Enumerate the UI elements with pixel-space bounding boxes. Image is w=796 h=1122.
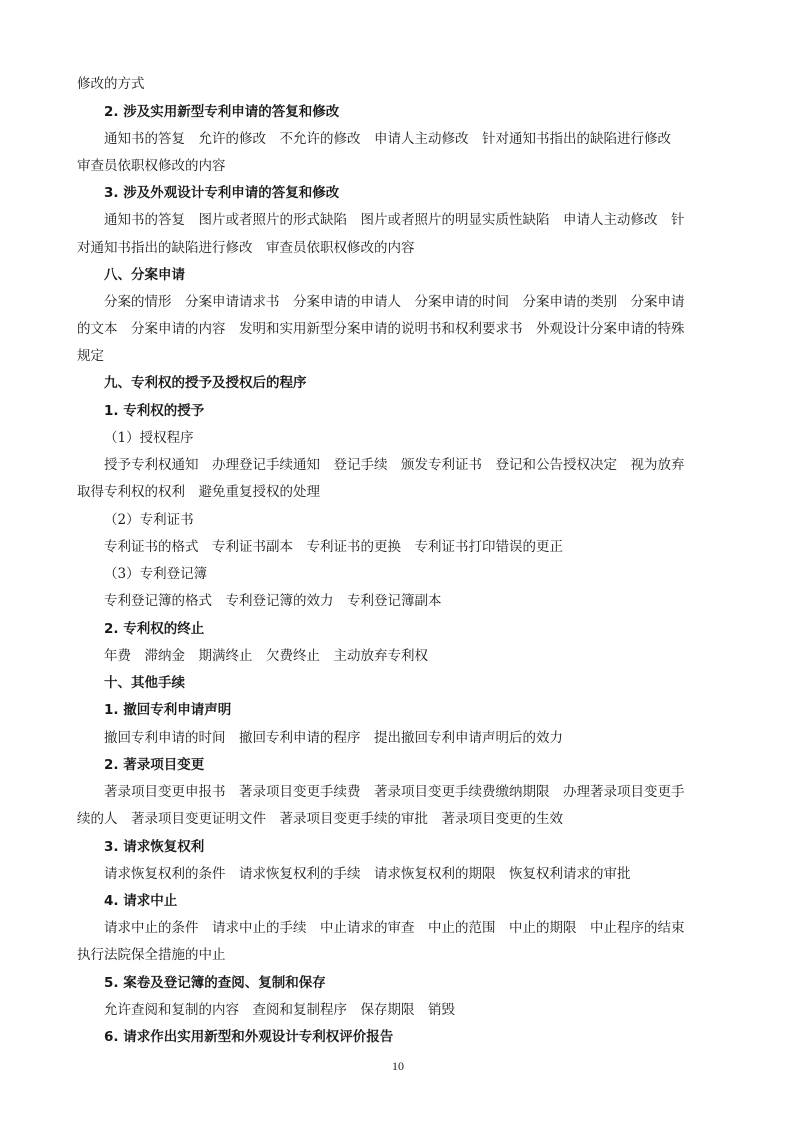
text-line: 分案的情形 分案申请请求书 分案申请的申请人 分案申请的时间 分案申请的类别 分案申请 (104, 294, 685, 310)
section-heading: 3. 请求恢复权利 (104, 839, 205, 855)
subsection-heading: （3）专利登记簿 (104, 566, 208, 582)
text-line: 审查员依职权修改的内容 (77, 158, 226, 174)
text-line: 通知书的答复 允许的修改 不允许的修改 申请人主动修改 针对通知书指出的缺陷进行修改 (104, 131, 671, 147)
text-line: 授予专利权通知 办理登记手续通知 登记手续 颁发专利证书 登记和公告授权决定 视为放弃 (104, 457, 685, 473)
text-line: 专利证书的格式 专利证书副本 专利证书的更换 专利证书打印错误的更正 (104, 539, 563, 555)
section-heading: 1. 专利权的授予 (104, 403, 205, 419)
chapter-heading: 九、专利权的授予及授权后的程序 (104, 375, 307, 391)
subsection-heading: （1）授权程序 (104, 430, 194, 446)
section-heading: 6. 请求作出实用新型和外观设计专利权评价报告 (104, 1029, 394, 1045)
text-line: 专利登记簿的格式 专利登记簿的效力 专利登记簿副本 (104, 593, 442, 609)
section-heading: 3. 涉及外观设计专利申请的答复和修改 (104, 185, 340, 201)
text-line: 著录项目变更申报书 著录项目变更手续费 著录项目变更手续费缴纳期限 办理著录项目变更手 (104, 784, 685, 800)
text-line: 执行法院保全措施的中止 (77, 947, 226, 963)
section-heading: 1. 撤回专利申请声明 (104, 702, 232, 718)
section-heading: 2. 涉及实用新型专利申请的答复和修改 (104, 104, 340, 120)
text-line: 通知书的答复 图片或者照片的形式缺陷 图片或者照片的明显实质性缺陷 申请人主动修改 针 (104, 212, 685, 228)
text-line: 规定 (77, 348, 104, 364)
section-heading: 5. 案卷及登记簿的查阅、复制和保存 (104, 975, 326, 991)
subsection-heading: （2）专利证书 (104, 512, 194, 528)
text-line: 请求中止的条件 请求中止的手续 中止请求的审查 中止的范围 中止的期限 中止程序的结束 (104, 920, 685, 936)
chapter-heading: 十、其他手续 (104, 675, 185, 691)
text-line: 取得专利权的权利 避免重复授权的处理 (77, 484, 320, 500)
text-line: 的文本 分案申请的内容 发明和实用新型分案申请的说明书和权利要求书 外观设计分案申请的特殊 (77, 321, 685, 337)
section-heading: 2. 著录项目变更 (104, 757, 205, 773)
text-line: 年费 滞纳金 期满终止 欠费终止 主动放弃专利权 (104, 648, 428, 664)
section-heading: 2. 专利权的终止 (104, 621, 205, 637)
section-heading: 4. 请求中止 (104, 893, 178, 909)
text-line: 允许查阅和复制的内容 查阅和复制程序 保存期限 销毁 (104, 1002, 455, 1018)
page-number: 10 (392, 1059, 404, 1073)
text-line: 撤回专利申请的时间 撤回专利申请的程序 提出撤回专利申请声明后的效力 (104, 730, 563, 746)
text-line: 对通知书指出的缺陷进行修改 审查员依职权修改的内容 (77, 240, 415, 256)
text-line: 修改的方式 (77, 76, 145, 92)
text-line: 续的人 著录项目变更证明文件 著录项目变更手续的审批 著录项目变更的生效 (77, 811, 563, 827)
text-line: 请求恢复权利的条件 请求恢复权利的手续 请求恢复权利的期限 恢复权利请求的审批 (104, 866, 631, 882)
chapter-heading: 八、分案申请 (104, 267, 185, 283)
